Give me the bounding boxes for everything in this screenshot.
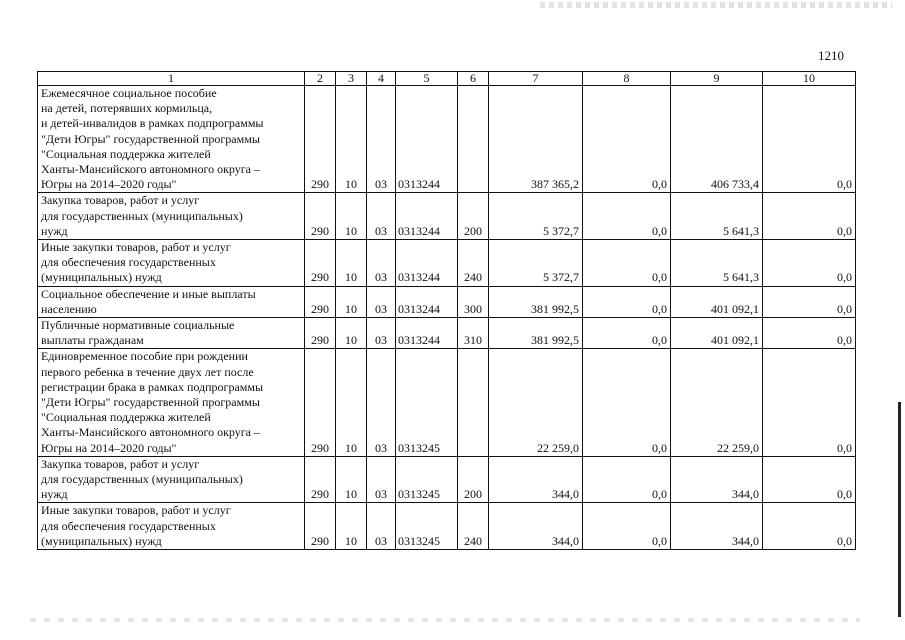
- amount-cell: 0,0: [763, 86, 856, 193]
- row-name-cell: Иные закупки товаров, работ и услуг для обеспечения государственных (муниципальных) нужд: [38, 503, 305, 550]
- amount-cell: 0,0: [763, 286, 856, 317]
- column-header-8: 8: [583, 72, 671, 86]
- row-name-cell: Ежемесячное социальное пособие на детей, потерявших кормильца, и детей-инвалидов в рамках подпрограммы "Дети Югры" государственной программы "Социальная поддержка жителей Ханты-Мансийского автономного округа – Югры на 2014–2020 годы": [38, 86, 305, 193]
- section-cell: 10: [336, 318, 367, 349]
- table-body: [38, 86, 856, 550]
- code-cell: 290: [305, 240, 336, 287]
- table-row: [38, 86, 856, 193]
- subsection-cell: 03: [367, 318, 396, 349]
- scan-noise-bottom: [30, 618, 860, 622]
- expense-type-cell: 240: [458, 503, 489, 550]
- column-header-1: 1: [38, 72, 305, 86]
- expense-type-cell: 310: [458, 318, 489, 349]
- row-name-cell: Публичные нормативные социальные выплаты гражданам: [38, 318, 305, 349]
- target-article-cell: 0313244: [396, 86, 458, 193]
- expense-type-cell: 240: [458, 240, 489, 287]
- code-cell: 290: [305, 193, 336, 240]
- amount-cell: 5 641,3: [671, 240, 763, 287]
- scan-noise-top: [540, 2, 892, 8]
- column-header-10: 10: [763, 72, 856, 86]
- subsection-cell: 03: [367, 456, 396, 503]
- column-header-3: 3: [336, 72, 367, 86]
- target-article-cell: 0313245: [396, 503, 458, 550]
- section-cell: 10: [336, 86, 367, 193]
- subsection-cell: 03: [367, 86, 396, 193]
- amount-cell: 0,0: [763, 240, 856, 287]
- row-name-cell: Закупка товаров, работ и услуг для государственных (муниципальных) нужд: [38, 456, 305, 503]
- code-cell: 290: [305, 349, 336, 456]
- table-row: [38, 318, 856, 349]
- amount-cell: 0,0: [583, 318, 671, 349]
- section-cell: 10: [336, 503, 367, 550]
- amount-cell: 0,0: [583, 456, 671, 503]
- column-header-2: 2: [305, 72, 336, 86]
- amount-cell: 401 092,1: [671, 286, 763, 317]
- row-name-cell: Социальное обеспечение и иные выплаты населению: [38, 286, 305, 317]
- target-article-cell: 0313245: [396, 349, 458, 456]
- code-cell: 290: [305, 318, 336, 349]
- row-name-cell: Иные закупки товаров, работ и услуг для обеспечения государственных (муниципальных) нужд: [38, 240, 305, 287]
- amount-cell: 0,0: [763, 349, 856, 456]
- target-article-cell: 0313244: [396, 286, 458, 317]
- section-cell: 10: [336, 456, 367, 503]
- expense-type-cell: [458, 86, 489, 193]
- section-cell: 10: [336, 286, 367, 317]
- amount-cell: 344,0: [489, 503, 583, 550]
- code-cell: 290: [305, 503, 336, 550]
- amount-cell: 381 992,5: [489, 286, 583, 317]
- column-header-6: 6: [458, 72, 489, 86]
- section-cell: 10: [336, 240, 367, 287]
- amount-cell: 0,0: [763, 503, 856, 550]
- amount-cell: 344,0: [671, 503, 763, 550]
- subsection-cell: 03: [367, 286, 396, 317]
- target-article-cell: 0313244: [396, 240, 458, 287]
- target-article-cell: 0313244: [396, 318, 458, 349]
- table-row: [38, 456, 856, 503]
- amount-cell: 406 733,4: [671, 86, 763, 193]
- amount-cell: 5 372,7: [489, 240, 583, 287]
- amount-cell: 22 259,0: [489, 349, 583, 456]
- amount-cell: 387 365,2: [489, 86, 583, 193]
- table-row: [38, 240, 856, 287]
- scan-edge-right: [898, 402, 901, 617]
- amount-cell: 0,0: [583, 349, 671, 456]
- target-article-cell: 0313245: [396, 456, 458, 503]
- amount-cell: 5 641,3: [671, 193, 763, 240]
- amount-cell: 5 372,7: [489, 193, 583, 240]
- row-name-cell: Закупка товаров, работ и услуг для государственных (муниципальных) нужд: [38, 193, 305, 240]
- header-row: [38, 72, 856, 86]
- subsection-cell: 03: [367, 193, 396, 240]
- subsection-cell: 03: [367, 503, 396, 550]
- code-cell: 290: [305, 456, 336, 503]
- subsection-cell: 03: [367, 240, 396, 287]
- page-number: 1210: [818, 48, 844, 63]
- amount-cell: 0,0: [763, 193, 856, 240]
- column-header-9: 9: [671, 72, 763, 86]
- amount-cell: 22 259,0: [671, 349, 763, 456]
- amount-cell: 381 992,5: [489, 318, 583, 349]
- amount-cell: 344,0: [671, 456, 763, 503]
- section-cell: 10: [336, 349, 367, 456]
- code-cell: 290: [305, 286, 336, 317]
- amount-cell: 0,0: [763, 456, 856, 503]
- amount-cell: 0,0: [583, 86, 671, 193]
- expense-type-cell: 300: [458, 286, 489, 317]
- section-cell: 10: [336, 193, 367, 240]
- amount-cell: 0,0: [583, 240, 671, 287]
- expense-type-cell: 200: [458, 193, 489, 240]
- table-row: [38, 193, 856, 240]
- amount-cell: 0,0: [583, 193, 671, 240]
- column-header-7: 7: [489, 72, 583, 86]
- budget-table: [37, 71, 856, 550]
- amount-cell: 344,0: [489, 456, 583, 503]
- target-article-cell: 0313244: [396, 193, 458, 240]
- code-cell: 290: [305, 86, 336, 193]
- table-row: [38, 349, 856, 456]
- expense-type-cell: [458, 349, 489, 456]
- column-header-5: 5: [396, 72, 458, 86]
- column-header-4: 4: [367, 72, 396, 86]
- amount-cell: 0,0: [583, 503, 671, 550]
- amount-cell: 0,0: [763, 318, 856, 349]
- amount-cell: 0,0: [583, 286, 671, 317]
- expense-type-cell: 200: [458, 456, 489, 503]
- row-name-cell: Единовременное пособие при рождении первого ребенка в течение двух лет после регистрации брака в рамках подпрограммы "Дети Югры" государственной программы "Социальная поддержка жителей Ханты-Мансийского автономного округа – Югры на 2014–2020 годы": [38, 349, 305, 456]
- subsection-cell: 03: [367, 349, 396, 456]
- table-row: [38, 503, 856, 550]
- amount-cell: 401 092,1: [671, 318, 763, 349]
- table-row: [38, 286, 856, 317]
